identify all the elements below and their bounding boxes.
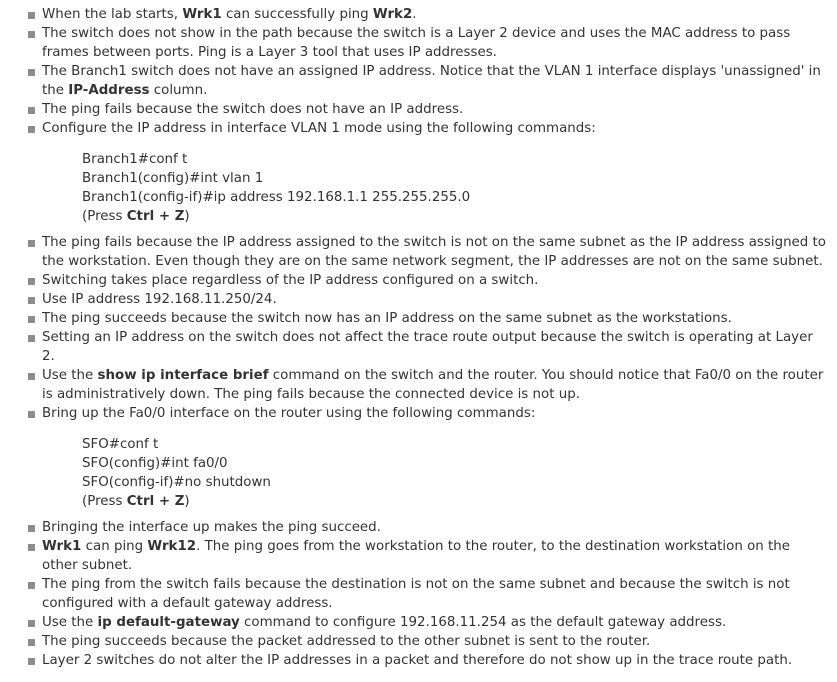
list-item: [28, 366, 827, 404]
bold-text: Ctrl + Z: [126, 209, 185, 224]
text-run: (Press: [82, 209, 127, 224]
bullet-square-icon: [28, 620, 35, 627]
list-item: [28, 632, 827, 651]
bullet-square-icon: [28, 525, 35, 532]
list-item: [28, 537, 827, 575]
text-run: Branch1(config)#int vlan 1: [82, 171, 264, 186]
code-line: [82, 454, 827, 473]
text-run: ): [184, 494, 190, 509]
text-run: The ping from the switch fails because the destination is not on the same subnet and because the switch is not configured with a default gateway address.: [42, 577, 790, 611]
text-run: The ping fails because the switch does not have an IP address.: [42, 102, 464, 117]
text-run: (Press: [82, 494, 127, 509]
text-run: The ping fails because the IP address assigned to the switch is not on the same subnet as the IP address assigned to the workstation. Even though they are on the same network segment, the IP addresses are not on the same subnet.: [42, 235, 826, 269]
text-run: Bring up the Fa0/0 interface on the router using the following commands:: [42, 406, 536, 421]
bullet-square-icon: [28, 335, 35, 342]
text-run: SFO(config-if)#no shutdown: [82, 475, 271, 490]
list-item: [28, 62, 827, 100]
bold-text: Wrk1: [182, 7, 222, 22]
list-item: [28, 24, 827, 62]
list-item: [28, 575, 827, 613]
bullet-list-2: [28, 233, 827, 423]
bullet-square-icon: [28, 31, 35, 38]
bold-text: show ip interface brief: [97, 368, 269, 383]
list-item: [28, 404, 827, 423]
code-line: [82, 150, 827, 169]
text-run: Configure the IP address in interface VLAN 1 mode using the following commands:: [42, 121, 596, 136]
list-item: [28, 5, 827, 24]
bold-text: Ctrl + Z: [126, 494, 185, 509]
text-run: can ping: [81, 539, 148, 554]
bold-text: ip default-gateway: [97, 615, 240, 630]
list-item: [28, 233, 827, 271]
text-run: column.: [149, 83, 208, 98]
bullet-list-3: [28, 518, 827, 670]
code-line: [82, 492, 827, 511]
bullet-square-icon: [28, 240, 35, 247]
bold-text: Wrk2: [372, 7, 413, 22]
list-item: [28, 290, 827, 309]
text-run: Branch1(config-if)#ip address 192.168.1.1 255.255.255.0: [82, 190, 471, 205]
list-item: [28, 100, 827, 119]
bold-text: IP-Address: [68, 83, 150, 98]
text-run: Use the: [42, 368, 98, 383]
bullet-square-icon: [28, 411, 35, 418]
list-item: [28, 518, 827, 537]
bullet-square-icon: [28, 126, 35, 133]
bullet-square-icon: [28, 12, 35, 19]
text-run: The ping succeeds because the switch now has an IP address on the same subnet as the workstations.: [42, 311, 732, 326]
text-run: Branch1#conf t: [82, 152, 188, 167]
text-run: Layer 2 switches do not alter the IP addresses in a packet and therefore do not show up in the trace route path.: [42, 653, 793, 668]
text-run: The switch does not show in the path because the switch is a Layer 2 device and uses the MAC address to pass frames between ports. Ping is a Layer 3 tool that uses IP addresses.: [42, 26, 791, 60]
bullet-square-icon: [28, 107, 35, 114]
bullet-square-icon: [28, 69, 35, 76]
bold-text: Wrk12: [147, 539, 197, 554]
bullet-list-1: [28, 5, 827, 138]
bullet-square-icon: [28, 544, 35, 551]
bullet-square-icon: [28, 658, 35, 665]
list-item: [28, 309, 827, 328]
code-block-vlan-config: [28, 150, 827, 226]
text-run: Bringing the interface up makes the ping succeed.: [42, 520, 381, 535]
list-item: [28, 328, 827, 366]
text-run: Switching takes place regardless of the IP address configured on a switch.: [42, 273, 539, 288]
text-run: .: [412, 7, 417, 22]
text-run: SFO(config)#int fa0/0: [82, 456, 228, 471]
code-line: [82, 207, 827, 226]
bullet-square-icon: [28, 278, 35, 285]
code-block-router-config: [28, 435, 827, 511]
code-line: [82, 473, 827, 492]
list-item: [28, 119, 827, 138]
text-run: Use the: [42, 615, 98, 630]
text-run: Use IP address 192.168.11.250/24.: [42, 292, 277, 307]
bullet-square-icon: [28, 639, 35, 646]
text-run: can successfully ping: [221, 7, 373, 22]
bullet-square-icon: [28, 297, 35, 304]
text-run: The Branch1 switch does not have an assigned IP address. Notice that the VLAN 1 interface displays 'unassigned' in the: [42, 64, 821, 98]
list-item: [28, 651, 827, 670]
list-item: [28, 271, 827, 290]
text-run: command to configure 192.168.11.254 as the default gateway address.: [239, 615, 727, 630]
list-item: [28, 613, 827, 632]
bullet-square-icon: [28, 316, 35, 323]
text-run: The ping succeeds because the packet addressed to the other subnet is sent to the router.: [42, 634, 651, 649]
text-run: When the lab starts,: [42, 7, 183, 22]
text-run: command on the switch and the router. You should notice that Fa0/0 on the router is administratively down. The ping fails because the connected device is not up.: [42, 368, 824, 402]
code-line: [82, 169, 827, 188]
text-run: SFO#conf t: [82, 437, 159, 452]
text-run: ): [184, 209, 190, 224]
text-run: . The ping goes from the workstation to the router, to the destination workstation on the other subnet.: [42, 539, 790, 573]
bullet-square-icon: [28, 373, 35, 380]
bullet-square-icon: [28, 582, 35, 589]
bold-text: Wrk1: [42, 539, 82, 554]
code-line: [82, 188, 827, 207]
text-run: Setting an IP address on the switch does not affect the trace route output because the switch is operating at Layer 2.: [42, 330, 813, 364]
code-line: [82, 435, 827, 454]
